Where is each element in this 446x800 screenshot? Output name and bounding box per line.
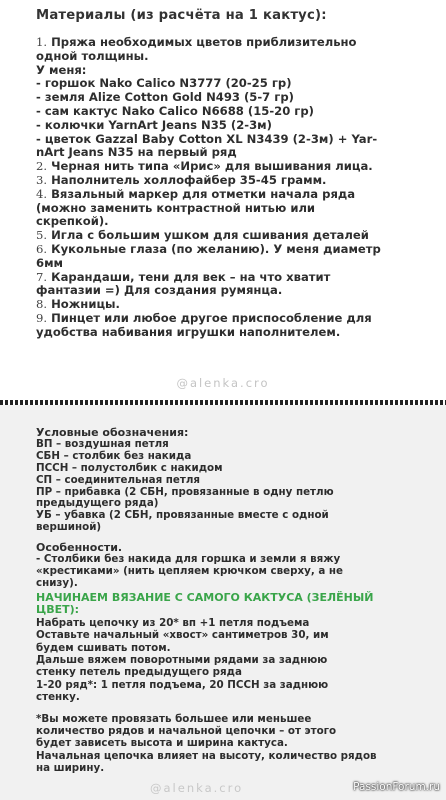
legend-line: СП – соединительная петля	[36, 473, 200, 486]
item-text: Черная нить типа «Ирис» для вышивания лица.	[47, 159, 373, 174]
note-line: Начальная цепочка влияет на высоту, количество рядов	[36, 749, 377, 762]
item-text: Наполнитель холлофайбер 35-45 грамм.	[47, 172, 327, 187]
materials-line	[36, 202, 436, 216]
materials-line	[36, 298, 436, 312]
materials-line	[36, 257, 436, 271]
item-text: Вязальный маркер для отметки начала ряда	[47, 186, 356, 201]
materials-line	[36, 77, 436, 91]
item-text: Пинцет или любое другое приспособление для	[47, 310, 372, 325]
site-logo[interactable]: PassionForum.ru	[353, 781, 440, 793]
materials-line	[36, 160, 436, 174]
item-text: 6мм	[36, 255, 64, 270]
item-text: Ножницы.	[47, 297, 120, 312]
features-line: - Столбики без накида для горшка и земли я вяжу	[36, 553, 341, 566]
instructions-heading: НАЧИНАЕМ ВЯЗАНИЕ С САМОГО КАКТУСА (ЗЕЛЁНЫЙ	[36, 591, 374, 604]
instruction-line: Дальше вяжем поворотными рядами за заднюю	[36, 654, 328, 667]
materials-line	[36, 105, 436, 119]
item-text: удобства набивания игрушки наполнителем.	[36, 324, 341, 339]
materials-title: Материалы (из расчёта на 1 кактус):	[36, 8, 327, 23]
legend-line: ВП – воздушная петля	[36, 437, 169, 450]
instruction-line: 1-20 ряд*: 1 петля подъема, 20 ПССН за заднюю	[36, 678, 329, 691]
item-text: (можно заменить контрастной нитью или	[36, 200, 316, 215]
materials-line	[36, 64, 436, 78]
note-line: будет зависеть высота и ширина кактуса.	[36, 737, 288, 750]
item-text: У меня:	[36, 62, 87, 77]
materials-line	[36, 36, 436, 50]
legend-line: вершиной)	[36, 521, 102, 534]
materials-line	[36, 50, 436, 64]
item-number: 8.	[36, 297, 48, 312]
instructions-block	[36, 592, 436, 775]
item-text: - земля Alize Cotton Gold N493 (5-7 гр)	[36, 90, 294, 105]
materials-line	[36, 243, 436, 257]
note-line: *Вы можете провязать большее или меньшее	[36, 712, 312, 725]
instructions-heading: ЦВЕТ):	[36, 603, 80, 617]
materials-line	[36, 312, 436, 326]
spacer	[36, 704, 436, 713]
legend-line: предыдущего ряда)	[36, 497, 159, 510]
legend-heading: Условные обозначения:	[36, 426, 189, 439]
item-text: скрепкой).	[36, 214, 109, 229]
instruction-line: стенку петель предыдущего ряда	[36, 666, 242, 679]
item-text: - колючки YarnArt Jeans N35 (2-3м)	[36, 117, 272, 132]
features-heading: Особенности.	[36, 541, 123, 555]
materials-line	[36, 284, 436, 298]
instruction-line: будем сшивать потом.	[36, 641, 171, 654]
item-text: Пряжа необходимых цветов приблизительно	[47, 35, 357, 49]
materials-line	[36, 229, 436, 243]
item-number: 3.	[36, 172, 48, 187]
item-text: - сам кактус Nako Calico N6688 (15-20 гр)	[36, 103, 314, 118]
features-line: «крестиками» (нить цепляем крючком сверху, а не	[36, 564, 344, 577]
item-text: Игла с большим ушком для сшивания деталей	[47, 228, 369, 243]
note-line: количество рядов и начальной цепочки – от этого	[36, 725, 337, 738]
materials-line	[36, 91, 436, 105]
item-text: nArt Jeans N35 на первый ряд	[36, 145, 237, 160]
item-number: 2.	[36, 159, 48, 174]
materials-line	[36, 215, 436, 229]
item-text: - горшок Nako Calico N3777 (20-25 гр)	[36, 76, 292, 91]
legend-line: ПР – прибавка (2 СБН, провязанные в одну петлю	[36, 485, 334, 498]
item-text: - цветок Gazzal Baby Cotton XL N3439 (2-3м) + Yar-	[36, 131, 378, 146]
note-line: на ширину.	[36, 762, 105, 775]
instruction-line: стенку.	[36, 691, 80, 704]
materials-list	[36, 36, 436, 340]
instruction-line: Набрать цепочку из 20* вп +1 петля подъема	[36, 616, 310, 629]
instruction-line: Оставьте начальный «хвост» сантиметров 30, им	[36, 629, 329, 642]
legend-line: ПССН – полустолбик с накидом	[36, 461, 223, 474]
materials-line	[36, 119, 436, 133]
item-number: 9.	[36, 310, 48, 325]
item-number: 7.	[36, 269, 48, 284]
materials-line	[36, 146, 436, 160]
legend-line: УБ – убавка (2 СБН, провязанные вместе с одной	[36, 509, 329, 522]
item-text: Карандаши, тени для век – на что хватит	[47, 269, 331, 284]
item-number: 4.	[36, 186, 48, 201]
item-number: 6.	[36, 241, 48, 256]
materials-line	[36, 326, 436, 340]
materials-line	[36, 174, 436, 188]
item-text: одной толщины.	[36, 48, 149, 63]
watermark: @alenka.cro	[150, 781, 244, 795]
watermark: @alenka.cro	[176, 376, 270, 390]
item-number: 5.	[36, 228, 48, 243]
materials-line	[36, 271, 436, 285]
features-line: снизу).	[36, 576, 78, 589]
legend-line: СБН – столбик без накида	[36, 449, 192, 462]
item-number: 1.	[36, 35, 48, 49]
legend-block	[36, 427, 436, 590]
item-text: фантазии =) Для создания румянца.	[36, 283, 283, 298]
item-text: Кукольные глаза (по желанию). У меня диаметр	[47, 241, 381, 256]
materials-line	[36, 133, 436, 147]
materials-line	[36, 188, 436, 202]
